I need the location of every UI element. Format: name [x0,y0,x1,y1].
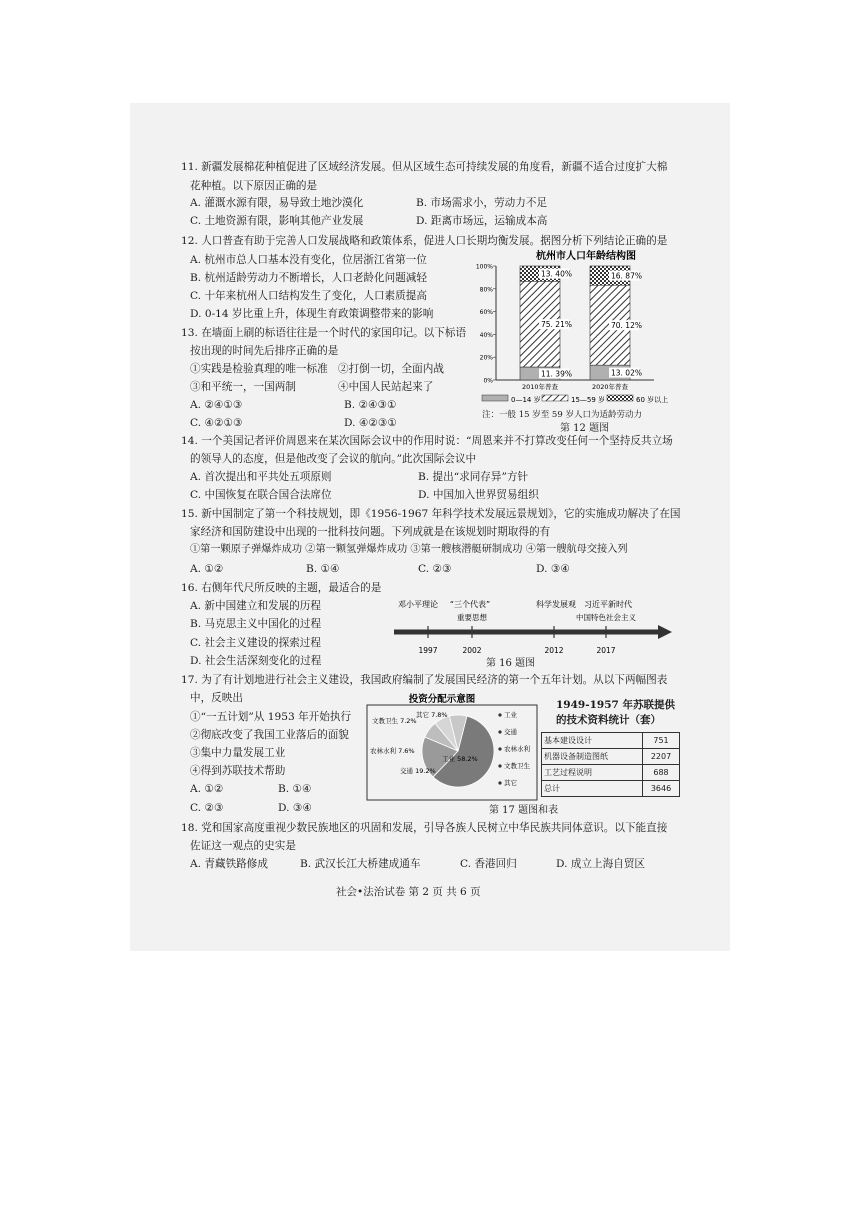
timeline-year-2002: 2002 [462,646,482,655]
q17-option-d: D. ③④ [278,802,312,814]
pie-legend-label: 其它 [504,779,517,787]
q16-stem: 16. 右侧年代尺所反映的主题，最适合的是 [181,582,382,594]
q14-option-c: C. 中国恢复在联合国合法席位 [190,489,332,501]
q13-slogan-4: ④中国人民站起来了 [338,381,434,393]
q12-y-tick-label: 100% [475,263,493,271]
timeline-year-2017: 2017 [596,646,616,655]
pie-legend-label: 农林水利 [504,745,530,753]
legend-label-0-14: 0—14 岁 [511,396,541,404]
table-row [542,765,680,781]
table-row [542,733,680,749]
q11-option-d: D. 距离市场远，运输成本高 [416,215,548,227]
q15-stem: 15. 新中国制定了第一个科技规划，即《1956-1967 年科学技术发展远景规划》，它的实施成功解决了在国 [181,508,681,520]
q15-option-c: C. ②③ [418,563,452,575]
q17-item-4: ④得到苏联技术帮助 [190,765,286,777]
q17-option-c: C. ②③ [190,802,224,814]
q11-option-a: A. 灌溉水源有限，易导致土地沙漠化 [190,197,364,209]
q17-tech-table [541,732,680,797]
q16-caption: 第 16 题图 [486,658,536,669]
q13-slogan-2: ②打倒一切，全面内战 [338,363,444,375]
bar-value-label: 75. 21% [541,320,572,330]
q17-table-title-1: 1949-1957 年苏联提供 [556,699,675,711]
q15-items: ①第一颗原子弹爆炸成功 ②第一颗氢弹爆炸成功 ③第一艘核潜艇研制成功 ④第一艘航母交接入列 [190,544,628,555]
q17-option-b: B. ①④ [278,783,312,795]
q13-stem: 13. 在墙面上刷的标语往往是一个时代的家国印记。以下标语 [181,327,467,339]
timeline-label-2b: 重要思想 [457,613,487,622]
q11-option-c: C. 土地资源有限，影响其他产业发展 [190,215,364,227]
q12-x-tick-label: 2020年普查 [591,383,629,391]
table-cell-item: 工艺过程说明 [542,765,643,781]
q14-stem: 14. 一个美国记者评价周恩来在某次国际会议中的作用时说：“周恩来并不打算改变任何一个坚持反共立场 [181,435,673,447]
q13-slogan-3: ③和平统一，一国两制 [190,381,296,393]
pie-legend-marker [498,764,501,767]
q11-stem-cont: 花种植。以下原因正确的是 [190,180,318,192]
timeline-label-4: 习近平新时代 [584,600,632,609]
q13-option-d: D. ④②③① [344,417,397,429]
q12-x-tick-label: 2010年普查 [521,383,559,391]
q12-option-c: C. 十年来杭州人口结构发生了变化，人口素质提高 [190,290,427,302]
q17-caption: 第 17 题图和表 [489,805,559,816]
q16-option-a: A. 新中国建立和发展的历程 [190,600,321,612]
q13-option-b: B. ②④③① [344,399,397,411]
q12-y-tick-label: 60% [479,309,493,317]
page-footer: 社会•法治试卷 第 2 页 共 6 页 [336,886,481,898]
pie-label-industry: 工业 58.2% [442,755,478,763]
q11-stem: 11. 新疆发展棉花种植促进了区域经济发展。但从区域生态可持续发展的角度看，新疆不适合过度扩大棉 [181,161,668,173]
table-cell-value: 2207 [643,749,680,765]
q12-option-d: D. 0-14 岁比重上升，体现生育政策调整带来的影响 [190,308,434,320]
q12-y-tick-label: 20% [479,354,493,362]
bar-value-label: 70. 12% [611,321,642,331]
q15-option-a: A. ①② [190,563,224,575]
bar-value-label: 11. 39% [541,369,572,379]
q12-chart-title: 杭州市人口年龄结构图 [536,251,636,262]
q12-age-structure-chart [474,246,694,436]
timeline-arrow [658,625,672,639]
bar-value-label: 13. 40% [541,269,572,279]
q14-stem-cont: 的领导人的态度，但是他改变了会议的航向。”此次国际会议中 [190,453,477,465]
pie-label-culture: 文教卫生 7.2% [372,717,417,725]
legend-swatch-0-14 [482,395,508,401]
q18-option-c: C. 香港回归 [460,858,517,870]
q17-item-3: ③集中力量发展工业 [190,747,286,759]
timeline-label-3: 科学发展观 [536,600,576,609]
q18-stem-cont: 佐证这一观点的史实是 [190,840,296,852]
q12-stem: 12. 人口普查有助于完善人口发展战略和政策体系，促进人口长期均衡发展。据图分析下列结论正确的是 [181,235,668,247]
q18-stem: 18. 党和国家高度重视少数民族地区的巩固和发展，引导各族人民树立中华民族共同体意识。以下能直接 [181,822,668,834]
q17-item-2: ②彻底改变了我国工业落后的面貌 [190,729,349,741]
pie-legend-marker [498,713,501,716]
pie-legend-label: 文教卫生 [504,762,530,770]
q17-stem: 17. 为了有计划地进行社会主义建设，我国政府编制了发展国民经济的第一个五年计划。从以下两幅图表 [181,674,668,686]
timeline-label-2: “三个代表” [449,600,491,609]
q14-option-d: D. 中国加入世界贸易组织 [418,489,539,501]
timeline-year-2012: 2012 [544,646,564,655]
q12-chart-note: 注：一般 15 岁至 59 岁人口为适龄劳动力 [482,410,642,420]
q16-timeline [388,596,678,658]
q12-y-tick-label: 40% [479,331,493,339]
pie-label-other: 其它 7.8% [416,711,448,719]
pie-legend-label: 交通 [504,728,517,736]
table-cell-item: 基本建设设计 [542,733,643,749]
pie-label-transport: 交通 19.2% [400,767,436,775]
pie-label-agri: 农林水利 7.6% [370,747,415,755]
legend-swatch-60-plus [607,395,633,401]
q13-option-c: C. ④②①③ [190,417,243,429]
pie-legend-marker [498,781,501,784]
q13-stem-cont: 按出现的时间先后排序正确的是 [190,345,339,357]
q12-y-tick-label: 80% [479,286,493,294]
q14-option-b: B. 提出“求同存异”方针 [418,471,529,483]
timeline-label-1: 邓小平理论 [398,600,438,609]
q12-option-a: A. 杭州市总人口基本没有变化，位居浙江省第一位 [190,254,427,266]
q14-option-a: A. 首次提出和平共处五项原则 [190,471,332,483]
table-row [542,749,680,765]
table-cell-value: 751 [643,733,680,749]
q18-option-b: B. 武汉长江大桥建成通车 [300,858,421,870]
timeline-year-1997: 1997 [418,646,438,655]
table-row [542,781,680,797]
q16-option-c: C. 社会主义建设的探索过程 [190,637,321,649]
legend-swatch-15-59 [542,395,568,401]
legend-label-60-plus: 60 岁以上 [636,396,669,404]
q16-option-d: D. 社会生活深刻变化的过程 [190,655,322,667]
legend-label-15-59: 15—59 岁 [571,396,606,404]
bar-value-label: 16. 87% [611,271,642,281]
q12-option-b: B. 杭州适龄劳动力不断增长，人口老龄化问题减轻 [190,272,427,284]
table-cell-item: 总计 [542,781,643,797]
q16-option-b: B. 马克思主义中国化的过程 [190,618,322,630]
q11-option-b: B. 市场需求小，劳动力不足 [416,197,548,209]
q17-option-a: A. ①② [190,783,224,795]
q18-option-d: D. 成立上海自贸区 [556,858,646,870]
pie-legend-marker [498,747,501,750]
q15-option-b: B. ①④ [306,563,340,575]
q13-slogan-1: ①实践是检验真理的唯一标准 [190,363,328,375]
q17-table-title-2: 的技术资料统计（套） [556,714,661,726]
q13-option-a: A. ②④①③ [190,399,243,411]
table-cell-value: 3646 [643,781,680,797]
q18-option-a: A. 青藏铁路修成 [190,858,268,870]
q17-item-1: ①“一五计划”从 1953 年开始执行 [190,711,352,723]
bar-value-label: 13. 02% [611,368,642,378]
pie-legend-marker [498,730,501,733]
q12-y-tick-label: 0% [483,377,493,385]
pie-title: 投资分配示意图 [408,694,476,705]
timeline-label-4b: 中国特色社会主义 [576,613,636,622]
q17-investment-pie-chart [366,691,538,801]
q12-caption: 第 12 题图 [560,423,610,434]
table-cell-item: 机器设备制造图纸 [542,749,643,765]
q15-stem-cont: 家经济和国防建设中出现的一批科技问题。下列成就是在该规划时期取得的有 [190,526,551,538]
q17-stem-cont: 中，反映出 [190,692,243,704]
table-cell-value: 688 [643,765,680,781]
pie-legend-label: 工业 [504,711,517,719]
q15-option-d: D. ③④ [536,563,570,575]
